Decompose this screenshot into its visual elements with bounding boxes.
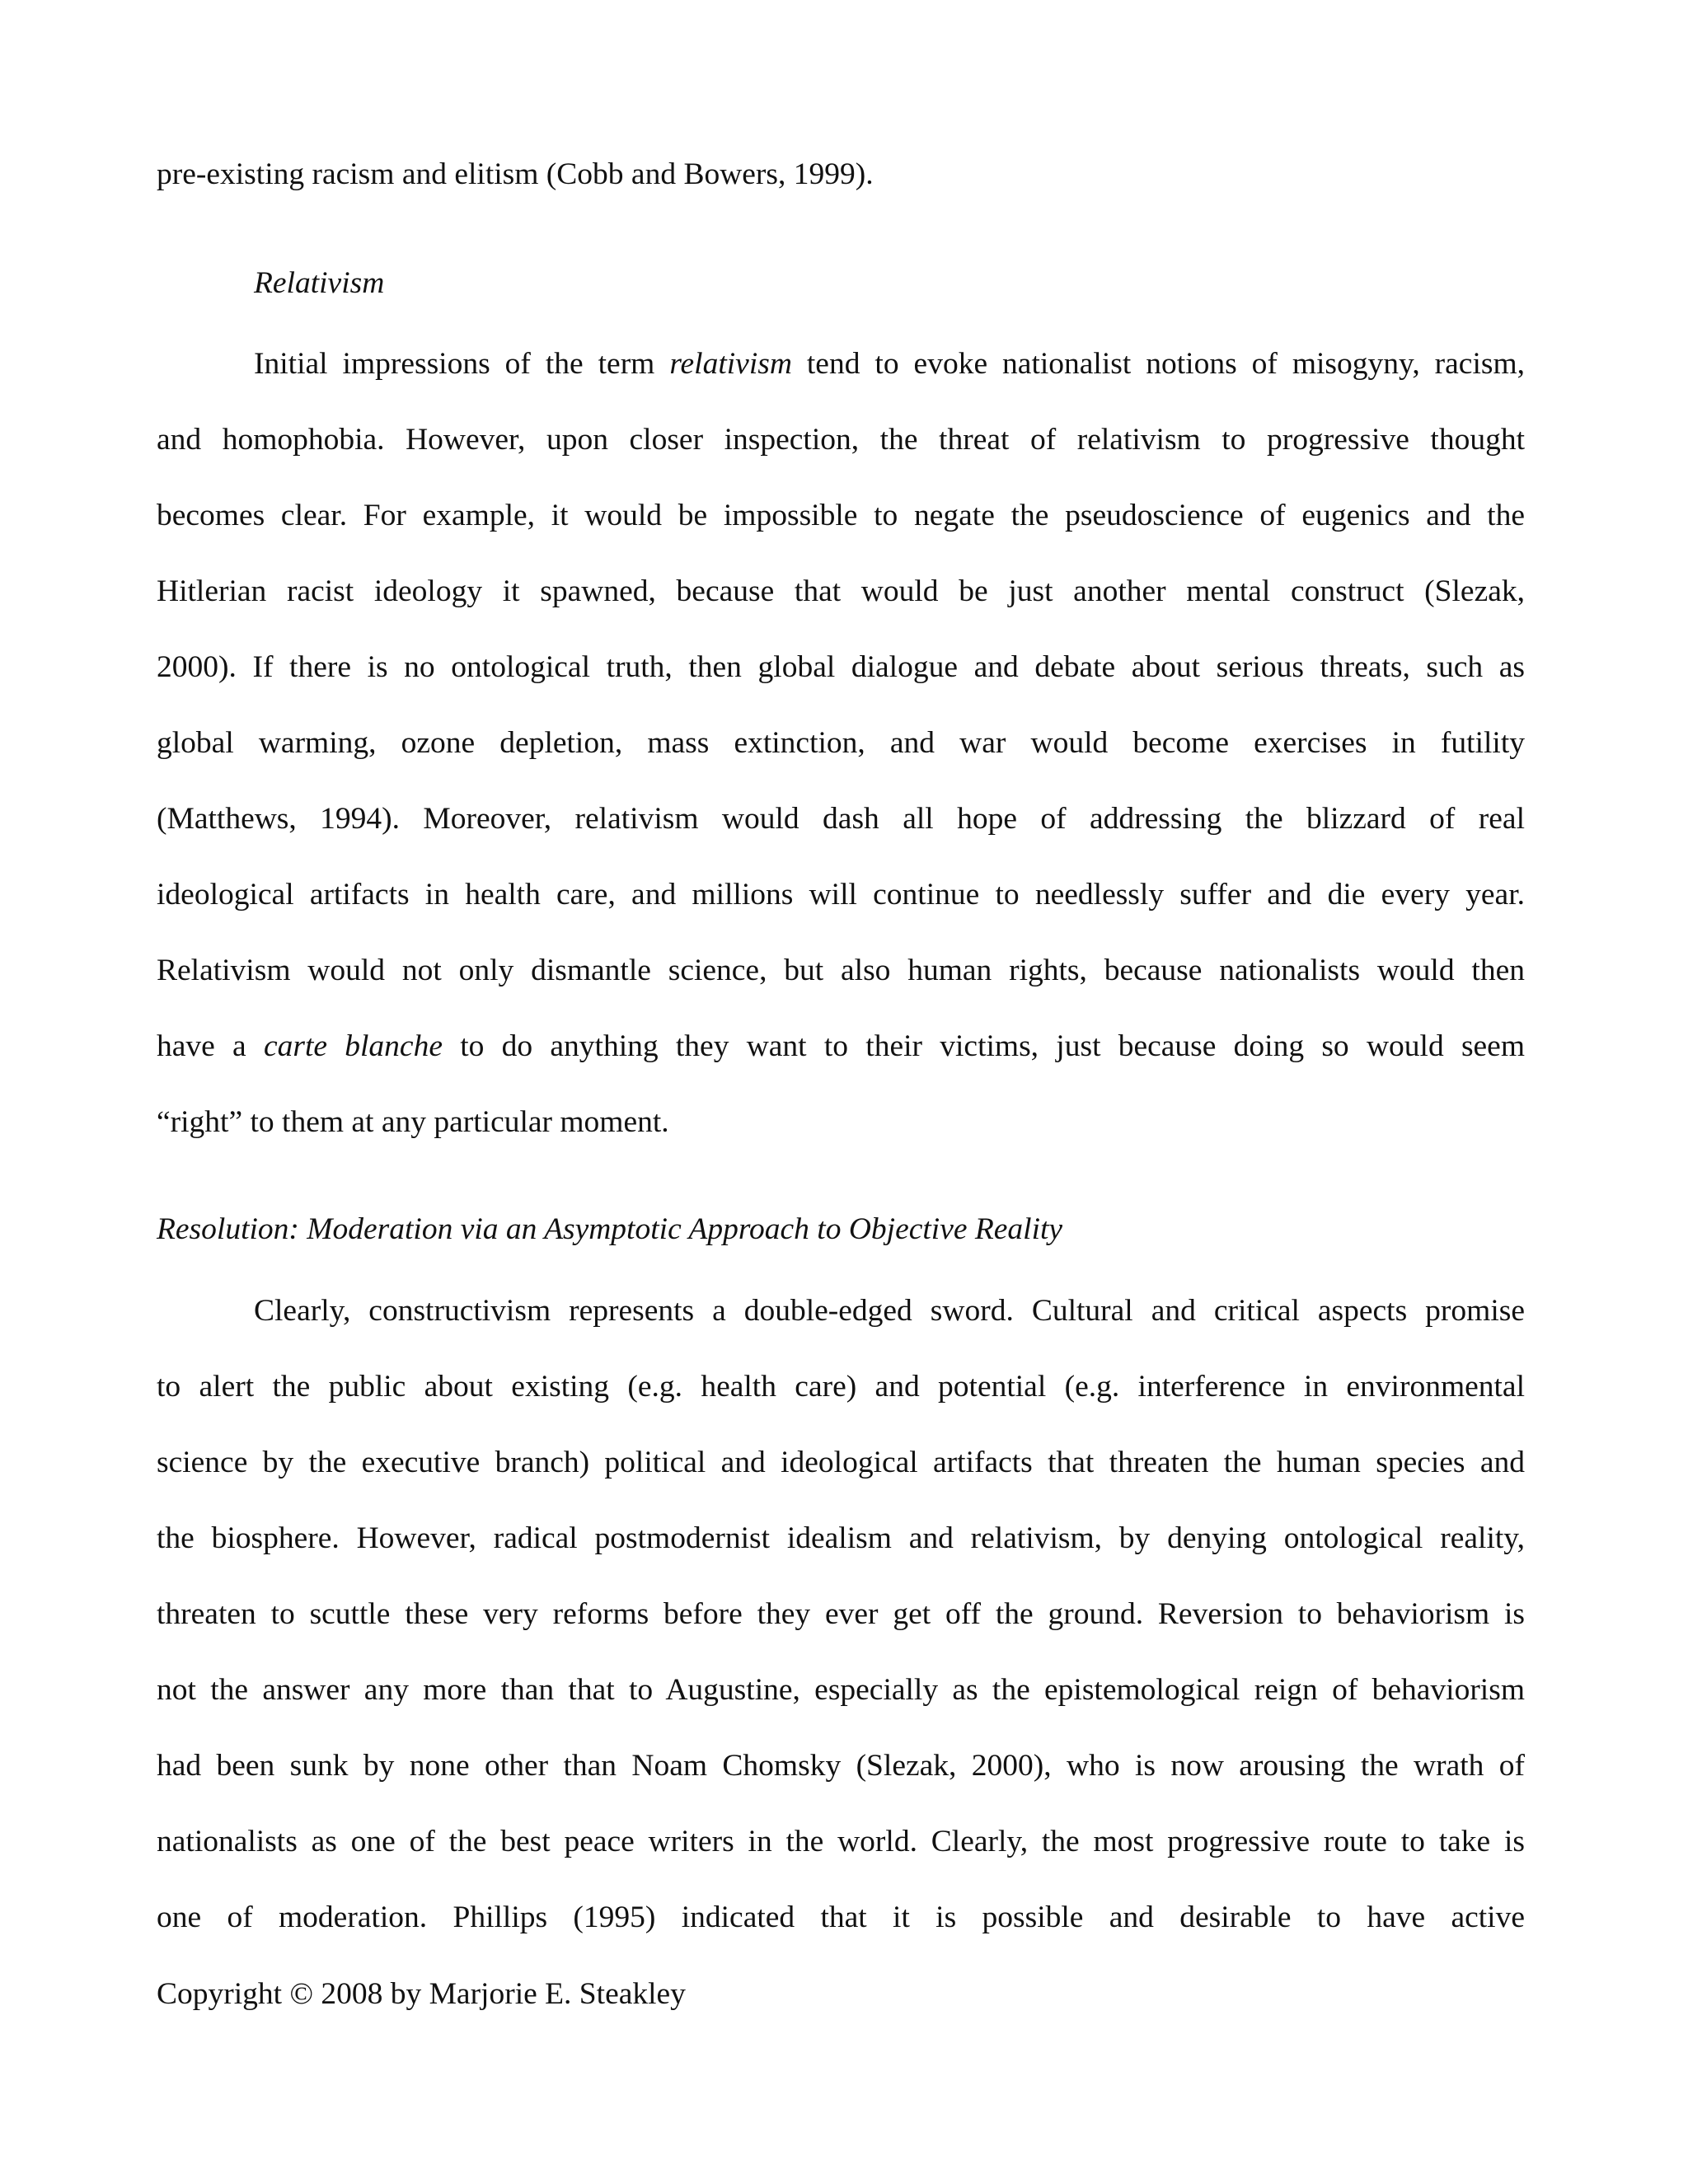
text-line: and homophobia. However, upon closer inspection, the threat of relativism to progressive thought — [157, 423, 1525, 457]
text-line: 2000). If there is no ontological truth, then global dialogue and debate about serious threats, such as — [157, 650, 1525, 684]
text-line: one of moderation. Phillips (1995) indicated that it is possible and desirable to have active — [157, 1900, 1525, 1934]
section-heading-resolution: Resolution: Moderation via an Asymptotic Approach to Objective Reality — [157, 1212, 1063, 1246]
text-line: not the answer any more than that to Augustine, especially as the epistemological reign of behaviorism — [157, 1673, 1525, 1707]
text-line: have a carte blanche to do anything they want to their victims, just because doing so would seem — [157, 1029, 1525, 1063]
text-line: “right” to them at any particular moment. — [157, 1105, 669, 1139]
text-line: pre-existing racism and elitism (Cobb and Bowers, 1999). — [157, 157, 874, 191]
text-line: science by the executive branch) political and ideological artifacts that threaten the human species and — [157, 1446, 1525, 1479]
emphasis-term: relativism — [669, 347, 792, 381]
text-line: to alert the public about existing (e.g. health care) and potential (e.g. interference in environmental — [157, 1370, 1525, 1404]
text-line: threaten to scuttle these very reforms before they ever get off the ground. Reversion to behaviorism is — [157, 1597, 1525, 1631]
section-heading-relativism: Relativism — [254, 266, 385, 300]
text-line: ideological artifacts in health care, and millions will continue to needlessly suffer and die every year. — [157, 878, 1525, 912]
relativism-paragraph — [157, 326, 1525, 1160]
text-line: Relativism would not only dismantle science, but also human rights, because nationalists would then — [157, 954, 1525, 987]
text-line: Clearly, constructivism represents a double-edged sword. Cultural and critical aspects promise — [254, 1294, 1525, 1328]
text-line: Initial impressions of the term relativism tend to evoke nationalist notions of misogyny, racism, — [254, 347, 1526, 381]
opening-paragraph-end — [157, 137, 1525, 213]
text-line: had been sunk by none other than Noam Chomsky (Slezak, 2000), who is now arousing the wrath of — [157, 1749, 1525, 1783]
text-line: Hitlerian racist ideology it spawned, because that would be just another mental construct (Slezak, — [157, 574, 1525, 608]
text-line: (Matthews, 1994). Moreover, relativism would dash all hope of addressing the blizzard of real — [157, 802, 1525, 836]
text-line: becomes clear. For example, it would be impossible to negate the pseudoscience of eugenics and the — [157, 499, 1525, 532]
text-line: the biosphere. However, radical postmodernist idealism and relativism, by denying ontological reality, — [157, 1521, 1525, 1555]
text-line: nationalists as one of the best peace writers in the world. Clearly, the most progressive route to take is — [157, 1825, 1525, 1858]
text-line: global warming, ozone depletion, mass extinction, and war would become exercises in futility — [157, 726, 1525, 760]
emphasis-term: carte blanche — [263, 1029, 443, 1063]
resolution-paragraph — [157, 1273, 1525, 1956]
copyright-footer: Copyright © 2008 by Marjorie E. Steakley — [157, 1977, 686, 2011]
